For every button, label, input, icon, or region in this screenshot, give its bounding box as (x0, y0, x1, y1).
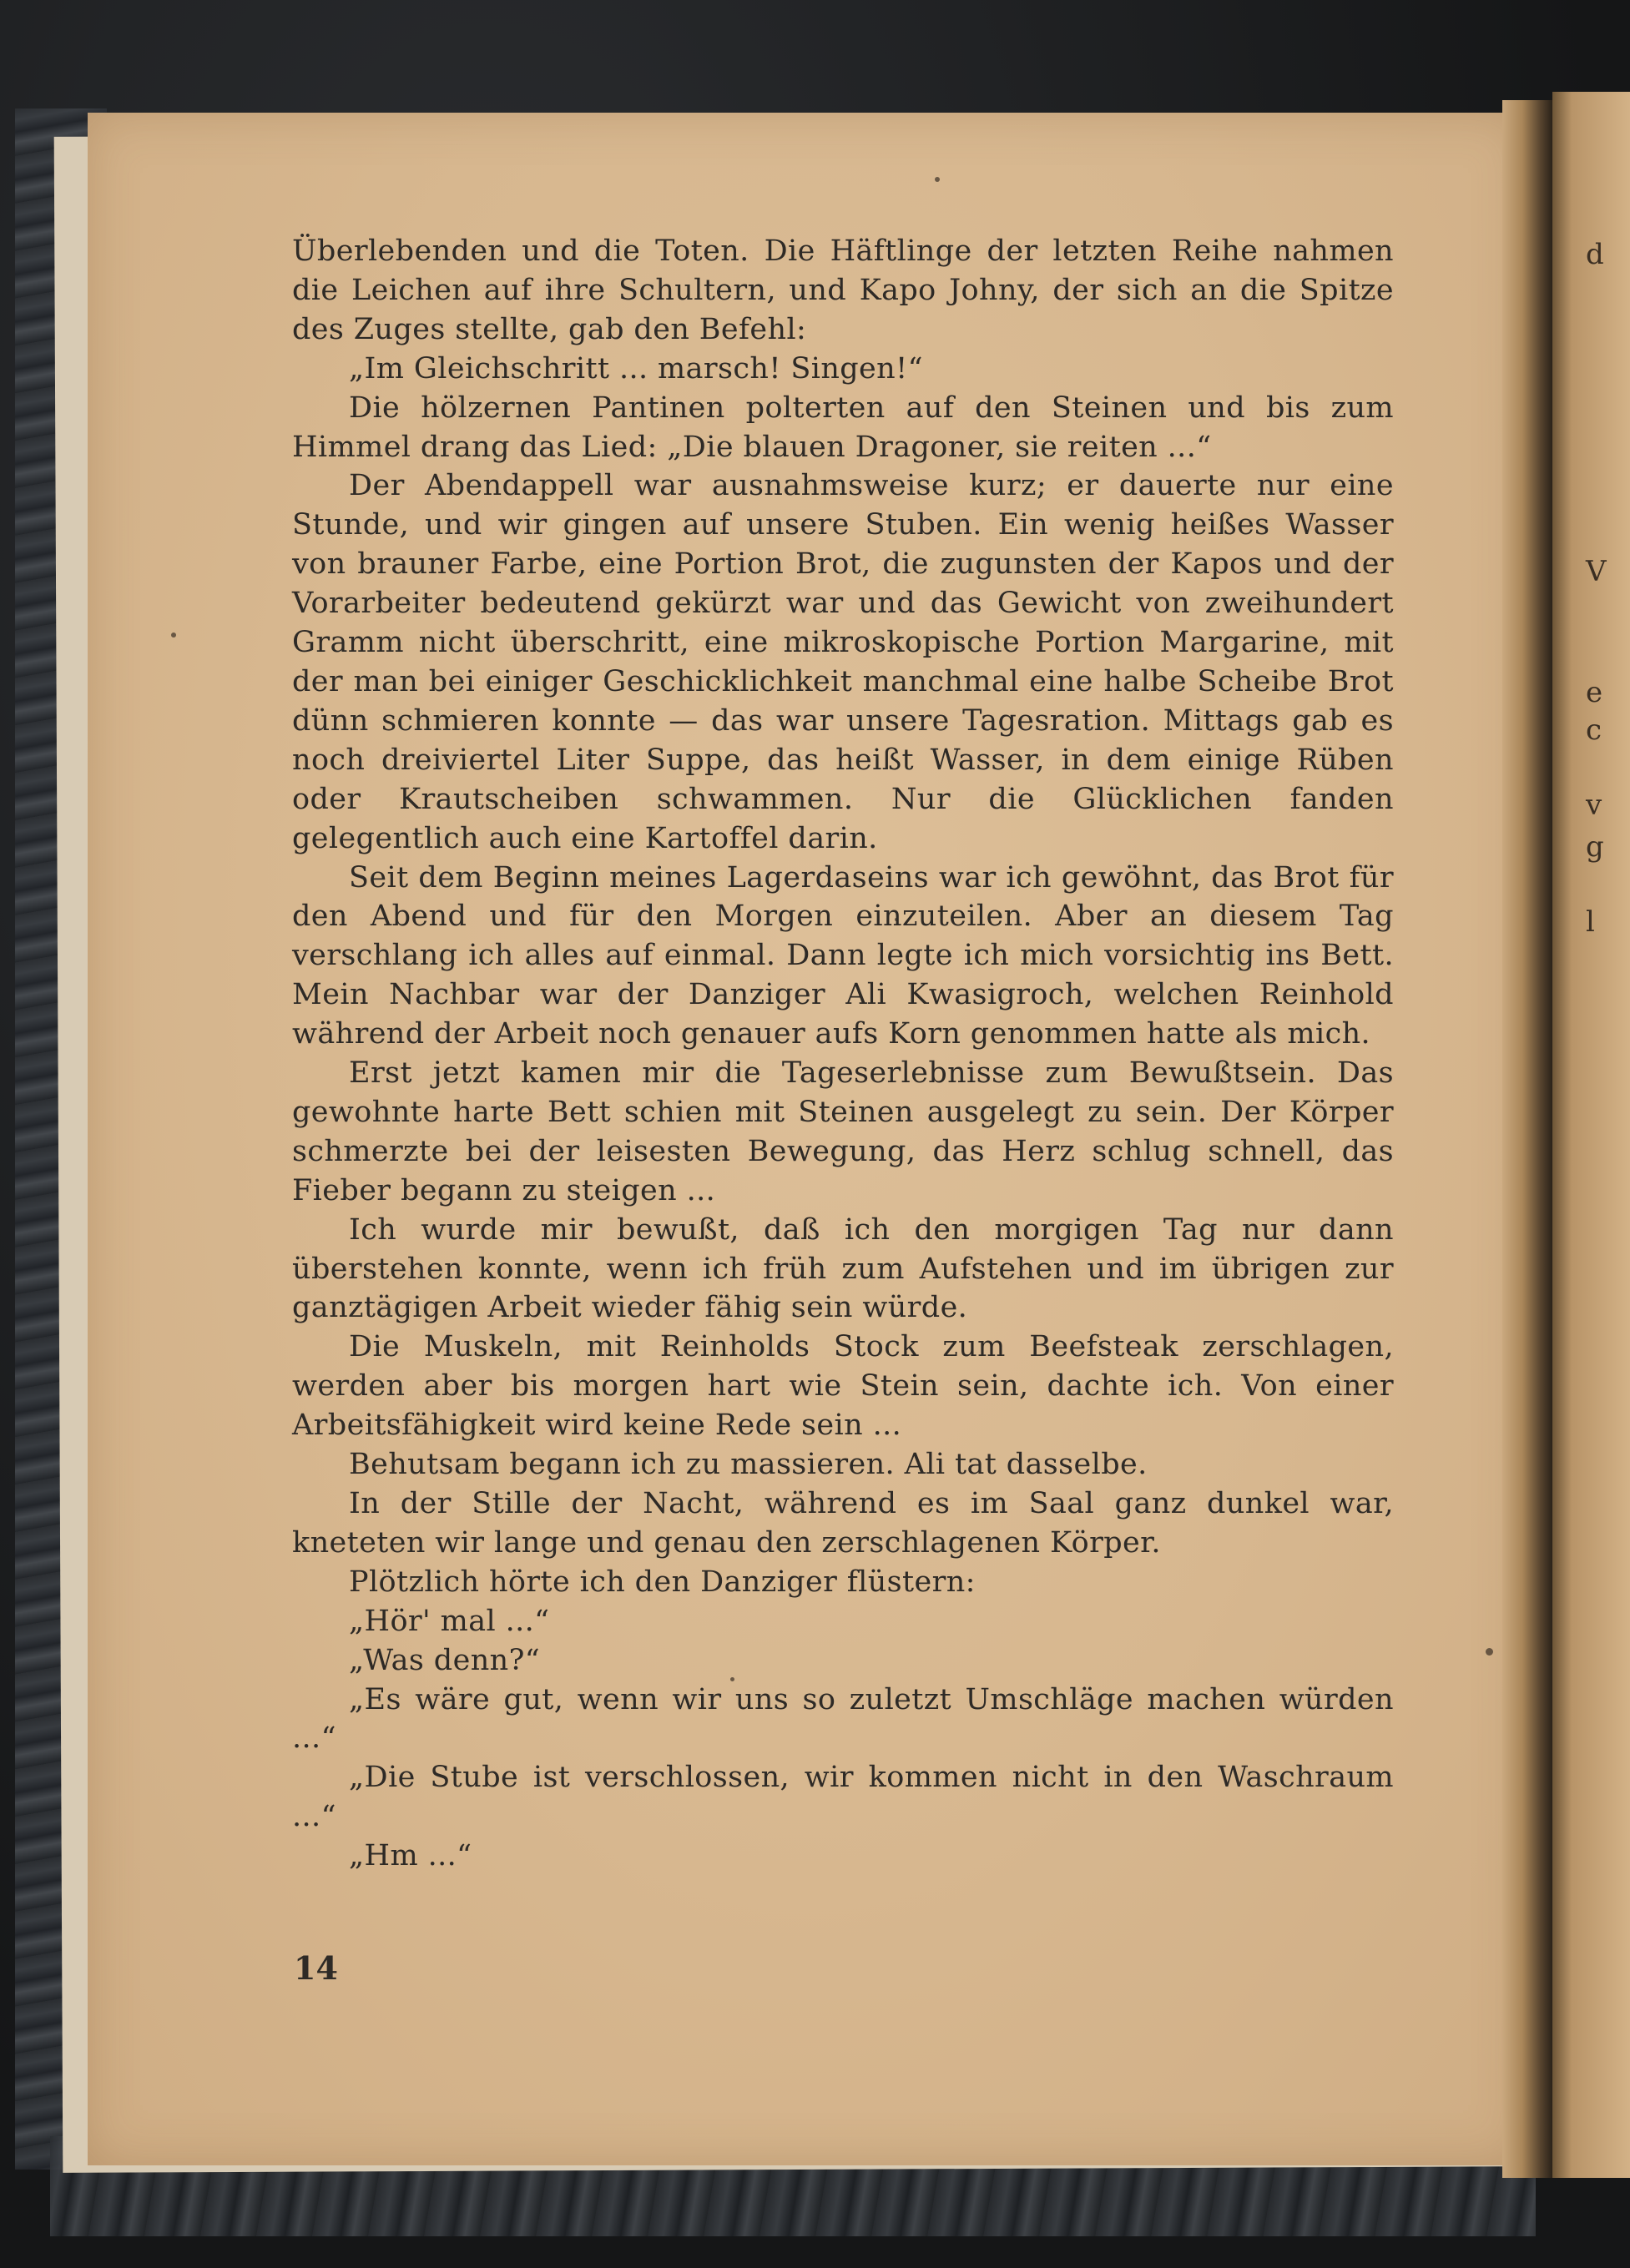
paragraph: „Was denn?“ (349, 1643, 541, 1677)
paragraph: „Hm ...“ (349, 1839, 472, 1873)
adjacent-page-fragment: c (1586, 713, 1602, 747)
paragraph: Die hölzernen Pantinen polterten auf den Steinen und bis zum Himmel drang das Lied: „Die blauen Dragoner, sie reiten ...“ (292, 391, 1394, 464)
paragraph: Erst jetzt kamen mir die Tageserlebnisse zum Bewußtsein. Das gewohnte harte Bett schien mit Steinen ausgelegt zu sein. Der Körper schmerzte bei der leisesten Bewegung, das Herz schlug schnell, das Fieber begann zu steigen ... (292, 1056, 1394, 1207)
adjacent-page-fragment: e (1586, 676, 1603, 709)
paragraph: „Hör' mal ...“ (349, 1604, 550, 1638)
paragraph: Der Abendappell war ausnahmsweise kurz; er dauerte nur eine Stunde, und wir gingen auf unsere Stuben. Ein wenig heißes Wasser von brauner Farbe, eine Portion Brot, die zugunsten der Kapos und der Vorarbeiter bedeutend gekürzt war und das Gewicht von zweihundert Gramm nicht überschritt, eine mikroskopische Portion Margarine, mit der man bei einiger Geschicklichkeit manchmal eine halbe Scheibe Brot dünn schmieren konnte — das war unsere Tagesration. Mittags gab es noch dreiviertel Liter Suppe, das heißt Wasser, in dem einige Rüben oder Krautscheiben schwammen. Nur die Glücklichen fanden gelegentlich auch eine Kartoffel darin. (292, 469, 1394, 855)
paragraph: Ich wurde mir bewußt, daß ich den morgigen Tag nur dann überstehen konnte, wenn ich früh zum Aufstehen und im übrigen zur ganztägigen Arbeit wieder fähig sein würde. (292, 1212, 1394, 1325)
paragraph: Plötzlich hörte ich den Danziger flüstern: (349, 1565, 976, 1599)
paragraph: Seit dem Beginn meines Lagerdaseins war ich gewöhnt, das Brot für den Abend und für den Morgen einzuteilen. Aber an diesem Tag verschlang ich alles auf einmal. Dann legte ich mich vorsichtig ins Bett. Mein Nachbar war der Danziger Ali Kwasigroch, welchen Reinhold während der Arbeit noch genauer aufs Korn genommen hatte als mich. (292, 860, 1394, 1051)
paragraph: Überlebenden und die Toten. Die Häftlinge der letzten Reihe nahmen die Leichen auf ihre Schultern, und Kapo Johny, der sich an die Spitze des Zuges stellte, gab den Befehl: (292, 234, 1394, 346)
paper-speck (935, 177, 940, 182)
adjacent-page-fragment: V (1586, 555, 1607, 588)
paragraph: „Es wäre gut, wenn wir uns so zuletzt Umschläge machen würden ...“ (292, 1682, 1394, 1756)
adjacent-page-fragment: l (1586, 905, 1595, 939)
adjacent-page-fragment: v (1586, 789, 1602, 822)
paragraph: „Die Stube ist verschlossen, wir kommen nicht in den Waschraum ...“ (292, 1761, 1394, 1834)
page-number: 14 (294, 1949, 338, 1987)
page-body-text (292, 232, 1394, 1876)
paper-speck (1486, 1648, 1493, 1656)
paragraph: Die Muskeln, mit Reinholds Stock zum Beefsteak zerschlagen, werden aber bis morgen hart wie Stein sein, dachte ich. Von einer Arbeitsfähigkeit wird keine Rede sein ... (292, 1330, 1394, 1443)
paragraph: „Im Gleichschritt ... marsch! Singen!“ (349, 351, 923, 386)
book-gutter (1502, 100, 1552, 2178)
adjacent-page-fragment: g (1586, 830, 1604, 864)
paper-speck (171, 633, 176, 638)
adjacent-page-fragment: d (1586, 238, 1604, 271)
paragraph: Behutsam begann ich zu massieren. Ali tat dasselbe. (349, 1448, 1148, 1482)
adjacent-page (1552, 92, 1630, 2178)
paragraph: In der Stille der Nacht, während es im Saal ganz dunkel war, kneteten wir lange und genau den zerschlagenen Körper. (292, 1487, 1394, 1560)
